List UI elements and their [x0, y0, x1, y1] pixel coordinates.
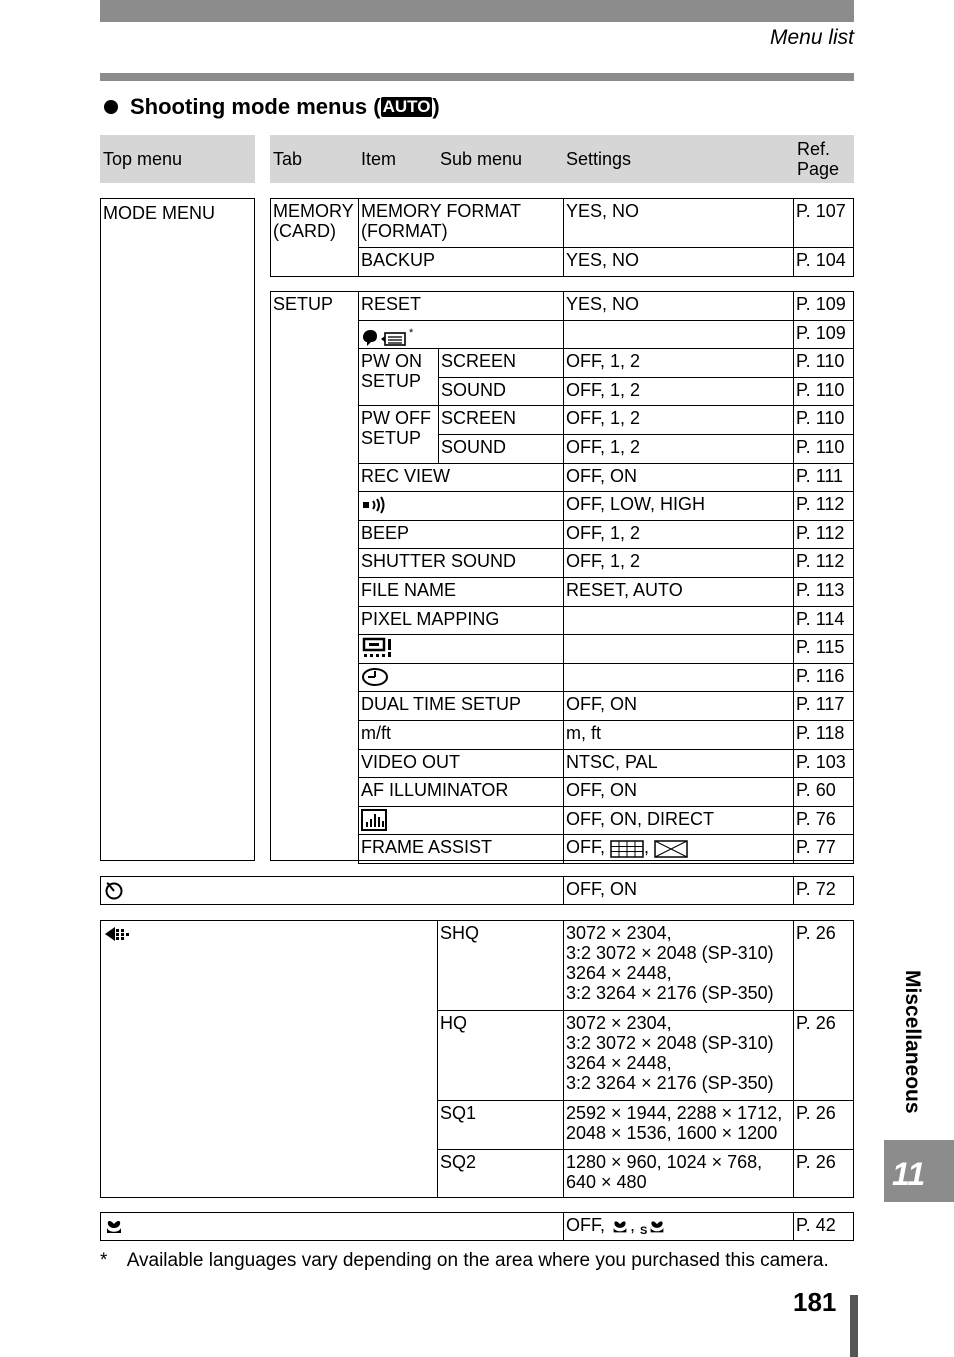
- frame-assist-sep: ,: [644, 837, 650, 858]
- setup-settings: [563, 405, 794, 435]
- setup-settings: [563, 377, 794, 407]
- backup-item: [358, 247, 564, 277]
- macro-icon: [610, 1216, 630, 1236]
- image-quality-item: [100, 920, 438, 1198]
- macro-settings: [563, 1212, 794, 1241]
- grid-icon: [610, 840, 644, 858]
- setup-ref: [793, 749, 854, 779]
- auto-mode-icon: AUTO: [382, 96, 431, 116]
- iq-ref-value: P. 26: [796, 1013, 836, 1033]
- section-heading: [104, 94, 440, 119]
- setup-item-label: SHUTTER SOUND: [361, 551, 517, 572]
- setup-settings-value: OFF, 1, 2: [566, 408, 641, 429]
- self-timer-settings-value: OFF, ON: [566, 879, 637, 899]
- chapter-side-label: Miscellaneous: [901, 970, 924, 1114]
- footnote-mark: *: [100, 1250, 108, 1271]
- setup-ref-value: P. 112: [796, 551, 845, 572]
- memory-row-item: [358, 198, 564, 248]
- iq-ref: [793, 1100, 854, 1150]
- image-quality-icon: [103, 924, 135, 944]
- setup-item: [358, 663, 564, 693]
- setup-settings: [563, 777, 794, 807]
- setup-settings-value: NTSC, PAL: [566, 751, 658, 772]
- memory-format-label: MEMORY FORMAT (FORMAT): [361, 201, 521, 241]
- header-top-menu: [100, 135, 255, 183]
- iq-settings-value: 1280 × 960, 1024 × 768, 640 × 480: [566, 1152, 763, 1192]
- setup-settings-value: OFF, 1, 2: [566, 351, 641, 372]
- setup-ref-value: P. 77: [796, 837, 836, 858]
- setup-ref: [793, 577, 854, 607]
- setup-item: [358, 320, 564, 350]
- iq-sub-menu: [437, 920, 564, 1011]
- setup-item: [358, 691, 564, 721]
- macro-settings-off: OFF,: [566, 1215, 605, 1235]
- setup-ref-value: P. 110: [796, 408, 845, 429]
- col-settings: Settings: [566, 149, 632, 169]
- setup-ref: [793, 777, 854, 807]
- col-top-menu: Top menu: [103, 149, 183, 169]
- section-title-suffix: ): [432, 94, 440, 119]
- setup-item-label: REC VIEW: [361, 465, 451, 486]
- setup-ref: [793, 663, 854, 693]
- setup-item: [358, 291, 564, 321]
- language-icon: [361, 327, 409, 347]
- iq-ref: [793, 1149, 854, 1198]
- setup-settings-value: OFF, ON: [566, 694, 637, 715]
- setup-settings: [563, 491, 794, 521]
- setup-settings-value: OFF, 1, 2: [566, 437, 641, 457]
- setup-ref: [793, 606, 854, 636]
- macro-item: [100, 1212, 564, 1241]
- iq-settings: [563, 1010, 794, 1101]
- self-timer-settings: [563, 876, 794, 905]
- setup-settings: [563, 348, 794, 378]
- setup-settings-value: OFF, 1, 2: [566, 379, 641, 400]
- setup-ref-value: P. 109: [796, 294, 846, 314]
- iq-ref: [793, 920, 854, 1011]
- setup-ref-value: P. 113: [796, 580, 845, 600]
- memory-row-settings: [563, 198, 794, 248]
- setup-ref-value: P. 60: [796, 780, 836, 801]
- iq-sub-menu: [437, 1149, 564, 1198]
- iq-settings-value: 3072 × 2304, 3:2 3072 × 2048 (SP-310) 3264 × 2448, 3:2 3264 × 2176 (SP-350): [566, 1013, 774, 1093]
- setup-ref: [793, 405, 854, 435]
- setup-ref-value: P. 117: [796, 694, 845, 715]
- bullet-icon: [104, 100, 118, 114]
- setup-ref: [793, 434, 854, 464]
- setup-ref: [793, 548, 854, 578]
- setup-settings: [563, 691, 794, 721]
- backup-settings: [563, 247, 794, 277]
- macro-ref: [793, 1212, 854, 1241]
- iq-settings-value: 2592 × 1944, 2288 × 1712, 2048 × 1536, 1600 × 1200: [566, 1103, 783, 1143]
- macro-ref-value: P. 42: [796, 1215, 836, 1235]
- iq-sub-menu-value: SQ1: [440, 1103, 477, 1123]
- setup-ref-value: P. 112: [796, 522, 845, 543]
- iq-ref-value: P. 26: [796, 923, 836, 943]
- setup-item: [358, 491, 564, 521]
- setup-settings: [563, 434, 794, 464]
- iq-sub-menu-value: HQ: [440, 1013, 467, 1033]
- setup-sub-menu: [438, 405, 564, 435]
- setup-ref-value: P. 115: [796, 637, 845, 658]
- setup-ref-value: P. 111: [796, 465, 844, 486]
- iq-ref: [793, 1010, 854, 1101]
- setup-settings: [563, 520, 794, 550]
- setup-item-label: AF ILLUMINATOR: [361, 780, 509, 801]
- col-item: Item: [361, 149, 397, 169]
- setup-settings: [563, 291, 794, 321]
- setup-item: [358, 834, 564, 864]
- setup-ref-value: P. 103: [796, 751, 846, 772]
- setup-item: [358, 777, 564, 807]
- setup-ref-value: P. 110: [796, 379, 845, 400]
- backup-label: BACKUP: [361, 250, 436, 270]
- memory-row-ref: [793, 198, 854, 248]
- memory-tab-label: MEMORY (CARD): [273, 201, 354, 241]
- memory-format-settings: YES, NO: [566, 201, 640, 221]
- setup-sub-label: SCREEN: [441, 351, 517, 372]
- setup-ref-value: P. 114: [796, 608, 845, 629]
- setup-item-label: VIDEO OUT: [361, 751, 461, 772]
- iq-sub-menu-value: SQ2: [440, 1152, 477, 1172]
- setup-settings-value: RESET, AUTO: [566, 580, 683, 600]
- self-timer-icon: [103, 880, 125, 900]
- backup-ref-value: P. 104: [796, 250, 846, 270]
- setup-item: [358, 548, 564, 578]
- footnote-ref-mark: *: [409, 326, 414, 339]
- header-rule: [100, 73, 854, 81]
- setup-settings-value: OFF, 1, 2: [566, 551, 641, 572]
- monitor-brightness-icon: [361, 637, 393, 657]
- setup-ref-value: P. 109: [796, 322, 846, 343]
- iq-sub-menu: [437, 1010, 564, 1101]
- setup-item-label: BEEP: [361, 522, 410, 543]
- frame-assist-off: OFF,: [566, 837, 605, 858]
- macro-settings-sep: ,: [630, 1215, 636, 1235]
- setup-sub-label: SOUND: [441, 379, 507, 400]
- page-number: 181: [793, 1287, 837, 1317]
- col-tab: Tab: [273, 149, 303, 169]
- col-ref-page: Ref. Page: [797, 139, 840, 179]
- setup-sub-label: SOUND: [441, 437, 507, 457]
- setup-item-label: FRAME ASSIST: [361, 837, 493, 858]
- iq-sub-menu: [437, 1100, 564, 1150]
- setup-ref-value: P. 116: [796, 665, 845, 686]
- setup-settings: [563, 463, 794, 493]
- histogram-icon: [361, 809, 387, 829]
- setup-sub-menu: [438, 434, 564, 464]
- setup-item: [358, 577, 564, 607]
- mode-menu-label: MODE MENU: [103, 203, 215, 223]
- setup-ref: [793, 806, 854, 836]
- backup-ref: [793, 247, 854, 277]
- setup-item-label: PW OFF SETUP: [361, 408, 431, 449]
- setup-item: [358, 348, 439, 406]
- backup-settings-value: YES, NO: [566, 250, 640, 270]
- iq-settings: [563, 1100, 794, 1150]
- setup-settings-value: YES, NO: [566, 294, 640, 314]
- iq-ref-value: P. 26: [796, 1103, 836, 1123]
- setup-settings: [563, 606, 794, 636]
- setup-item-label: PW ON SETUP: [361, 351, 422, 392]
- setup-ref-value: P. 110: [796, 351, 845, 372]
- setup-item: [358, 606, 564, 636]
- setup-item-label: FILE NAME: [361, 580, 457, 600]
- macro-icon: [103, 1216, 125, 1236]
- setup-item: [358, 405, 439, 463]
- setup-ref: [793, 291, 854, 321]
- setup-tab: [270, 291, 359, 861]
- setup-ref: [793, 320, 854, 350]
- setup-item-label: RESET: [361, 294, 422, 314]
- page-bar: [850, 1295, 858, 1357]
- setup-ref-value: P. 110: [796, 437, 845, 457]
- setup-sub-menu: [438, 377, 564, 407]
- running-title: Menu list: [769, 26, 854, 49]
- setup-settings: [563, 634, 794, 664]
- setup-settings: [563, 320, 794, 350]
- clock-icon: [361, 666, 391, 686]
- setup-settings-value: OFF, LOW, HIGH: [566, 494, 706, 515]
- setup-item: [358, 720, 564, 750]
- setup-ref: [793, 720, 854, 750]
- volume-icon: [361, 494, 389, 514]
- header-bar: [100, 0, 854, 22]
- setup-tab-label: SETUP: [273, 294, 334, 314]
- footnote: [100, 1250, 829, 1272]
- setup-ref: [793, 348, 854, 378]
- setup-item: [358, 520, 564, 550]
- setup-settings: [563, 834, 794, 864]
- header-columns: [270, 135, 854, 183]
- chapter-tab: 11: [884, 1140, 954, 1202]
- setup-settings-value: m, ft: [566, 723, 601, 743]
- setup-item: [358, 749, 564, 779]
- setup-ref-value: P. 112: [796, 494, 845, 515]
- setup-sub-menu: [438, 348, 564, 378]
- setup-settings: [563, 720, 794, 750]
- setup-ref: [793, 377, 854, 407]
- setup-settings: [563, 806, 794, 836]
- setup-ref: [793, 491, 854, 521]
- setup-settings-value: OFF, ON: [566, 465, 637, 486]
- memory-tab: [270, 198, 359, 277]
- self-timer-ref: [793, 876, 854, 905]
- setup-settings-value: OFF, ON: [566, 780, 637, 801]
- iq-settings: [563, 1149, 794, 1198]
- self-timer-ref-value: P. 72: [796, 879, 836, 899]
- setup-ref-value: P. 118: [796, 723, 845, 743]
- setup-item-label: m/ft: [361, 723, 391, 743]
- setup-settings-value: OFF, 1, 2: [566, 522, 641, 543]
- super-macro-label: S: [640, 1225, 648, 1237]
- setup-ref: [793, 634, 854, 664]
- setup-item-label: PIXEL MAPPING: [361, 608, 500, 629]
- memory-format-ref: P. 107: [796, 201, 846, 221]
- setup-ref: [793, 520, 854, 550]
- setup-settings: [563, 749, 794, 779]
- setup-settings: [563, 548, 794, 578]
- setup-ref-value: P. 76: [796, 808, 836, 829]
- setup-ref: [793, 463, 854, 493]
- diagonal-frame-icon: [654, 840, 688, 858]
- setup-ref: [793, 691, 854, 721]
- setup-item: [358, 634, 564, 664]
- setup-sub-label: SCREEN: [441, 408, 517, 429]
- setup-item: [358, 806, 564, 836]
- mode-menu-cell: [100, 198, 255, 861]
- setup-item-label: DUAL TIME SETUP: [361, 694, 522, 715]
- footnote-text: Available languages vary depending on the area where you purchased this camera.: [126, 1250, 829, 1271]
- setup-settings: [563, 577, 794, 607]
- super-macro-icon: [647, 1216, 667, 1236]
- iq-settings: [563, 920, 794, 1011]
- setup-item: [358, 463, 564, 493]
- col-sub-menu: Sub menu: [440, 149, 523, 169]
- iq-sub-menu-value: SHQ: [440, 923, 480, 943]
- setup-settings: [563, 663, 794, 693]
- iq-ref-value: P. 26: [796, 1152, 836, 1172]
- setup-ref: [793, 834, 854, 864]
- self-timer-item: [100, 876, 564, 905]
- section-title-prefix: Shooting mode menus (: [130, 94, 381, 119]
- iq-settings-value: 3072 × 2304, 3:2 3072 × 2048 (SP-310) 3264 × 2448, 3:2 3264 × 2176 (SP-350): [566, 923, 774, 1003]
- setup-settings-value: OFF, ON, DIRECT: [566, 808, 714, 829]
